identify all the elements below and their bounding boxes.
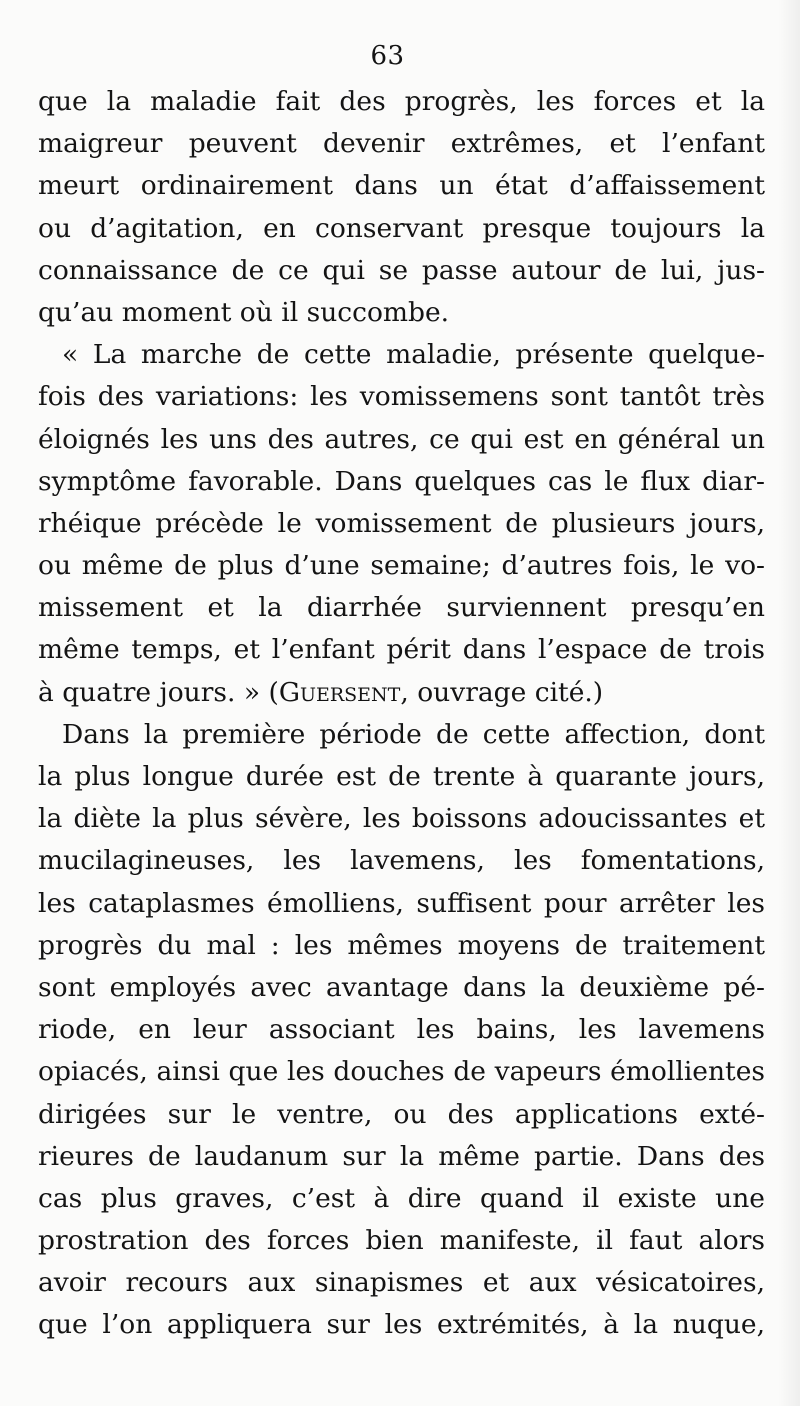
text-line: opiacés, ainsi que les douches de vapeurs émollientes xyxy=(38,1056,765,1088)
text-line: éloignés les uns des autres, ce qui est en général un xyxy=(38,423,765,455)
text-line: missement et la diarrhée surviennent presqu’en xyxy=(38,592,765,624)
page-edge-shadow xyxy=(778,0,800,1406)
text-segment: à quatre jours. » ( xyxy=(38,676,279,708)
text-line: progrès du mal : les mêmes moyens de traitement xyxy=(38,929,765,961)
text-line: qu’au moment où il succombe. xyxy=(38,296,450,328)
text-line: dirigées sur le ventre, ou des applications exté- xyxy=(38,1098,765,1130)
text-line: ou même de plus d’une semaine; d’autres fois, le vo- xyxy=(38,550,765,582)
text-line: mucilagineuses, les lavemens, les fomentations, xyxy=(38,845,765,877)
text-line: même temps, et l’enfant périt dans l’espace de trois xyxy=(38,634,765,666)
text-line xyxy=(38,672,765,714)
text-line: rieures de laudanum sur la même partie. Dans des xyxy=(38,1140,765,1172)
text-line: riode, en leur associant les bains, les lavemens xyxy=(38,1014,765,1046)
text-line: sont employés avec avantage dans la deuxième pé- xyxy=(38,971,765,1003)
text-line: meurt ordinairement dans un état d’affaissement xyxy=(38,170,765,202)
text-line: avoir recours aux sinapismes et aux vésicatoires, xyxy=(38,1267,765,1299)
page-number: 63 xyxy=(370,41,405,71)
text-line: Dans la première période de cette affection, dont xyxy=(62,718,765,750)
text-line: connaissance de ce qui se passe autour de lui, jus- xyxy=(38,254,765,286)
text-line: fois des variations: les vomissemens sont tantôt très xyxy=(38,381,765,413)
text-line: cas plus graves, c’est à dire quand il existe une xyxy=(38,1182,765,1214)
text-line: maigreur peuvent devenir extrêmes, et l’enfant xyxy=(38,128,765,160)
text-line: la plus longue durée est de trente à quarante jours, xyxy=(38,761,765,792)
text-line: « La marche de cette maladie, présente quelque- xyxy=(62,339,765,371)
text-line: les cataplasmes émolliens, suffisent pour arrêter les xyxy=(38,887,765,919)
text-line: ou d’agitation, en conservant presque toujours la xyxy=(38,212,765,244)
text-line: symptôme favorable. Dans quelques cas le flux diar- xyxy=(38,465,765,497)
text-line: que la maladie fait des progrès, les forces et la xyxy=(38,86,765,117)
author-citation: Guersent xyxy=(278,676,401,708)
text-line: rhéique précède le vomissement de plusieurs jours, xyxy=(38,507,765,539)
text-line: que l’on appliquera sur les extrémités, à la nuque, xyxy=(38,1309,765,1341)
body-text xyxy=(38,81,765,1347)
text-line: la diète la plus sévère, les boissons adoucissantes et xyxy=(38,803,765,835)
text-line: prostration des forces bien manifeste, il faut alors xyxy=(38,1225,765,1257)
text-segment: , ouvrage cité.) xyxy=(400,676,604,708)
